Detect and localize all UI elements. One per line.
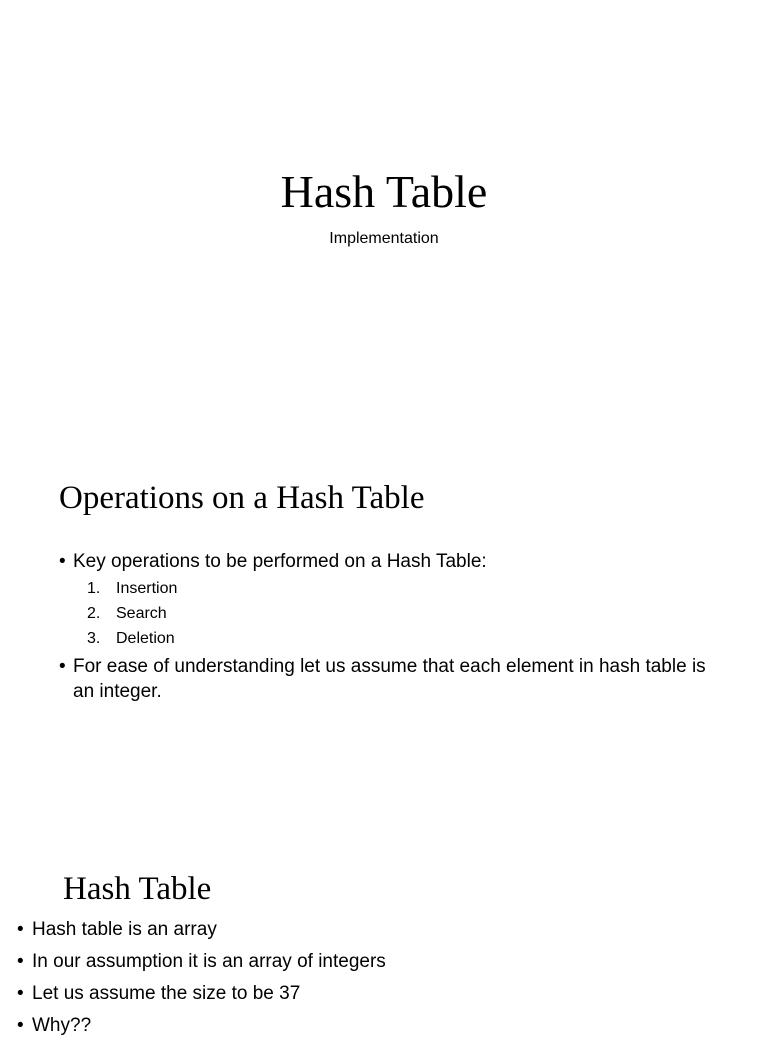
bullet-marker: • <box>59 551 66 572</box>
list-label: Insertion <box>116 580 178 597</box>
bullet-marker: • <box>17 919 24 940</box>
bullet-text: Why?? <box>32 1015 92 1036</box>
bullet-size <box>17 978 737 1010</box>
bullet-text: Key operations to be performed on a Hash Table: <box>73 551 487 572</box>
slide-1-subtitle: Implementation <box>329 230 439 247</box>
slide-2-title: Operations on a Hash Table <box>59 480 425 516</box>
slide-3-body <box>17 914 737 1042</box>
slide-hash-table <box>0 864 768 1036</box>
bullet-marker: • <box>59 656 66 677</box>
list-number: 1. <box>87 580 101 597</box>
bullet-key-operations <box>59 549 719 574</box>
slide-2-body <box>59 549 719 704</box>
list-item-search <box>87 601 719 626</box>
list-number: 2. <box>87 605 101 622</box>
bullet-marker: • <box>17 951 24 972</box>
bullet-array <box>17 914 737 946</box>
list-item-insertion <box>87 576 719 601</box>
bullet-text: Let us assume the size to be 37 <box>32 983 301 1004</box>
slide-operations <box>0 432 768 864</box>
bullet-text: In our assumption it is an array of integers <box>32 951 386 972</box>
slide-3-title: Hash Table <box>63 871 212 907</box>
list-label: Search <box>116 605 167 622</box>
list-label: Deletion <box>116 630 175 647</box>
slide-1-title: Hash Table <box>280 166 488 217</box>
bullet-assumption <box>59 654 719 704</box>
bullet-integers <box>17 946 737 978</box>
bullet-text: Hash table is an array <box>32 919 217 940</box>
operations-list <box>87 576 719 651</box>
list-item-deletion <box>87 626 719 651</box>
bullet-why <box>17 1010 737 1042</box>
list-number: 3. <box>87 630 101 647</box>
slide-title <box>0 0 768 432</box>
bullet-text: For ease of understanding let us assume that each element in hash table is an integer. <box>73 656 706 702</box>
bullet-marker: • <box>17 983 24 1004</box>
bullet-marker: • <box>17 1015 24 1036</box>
